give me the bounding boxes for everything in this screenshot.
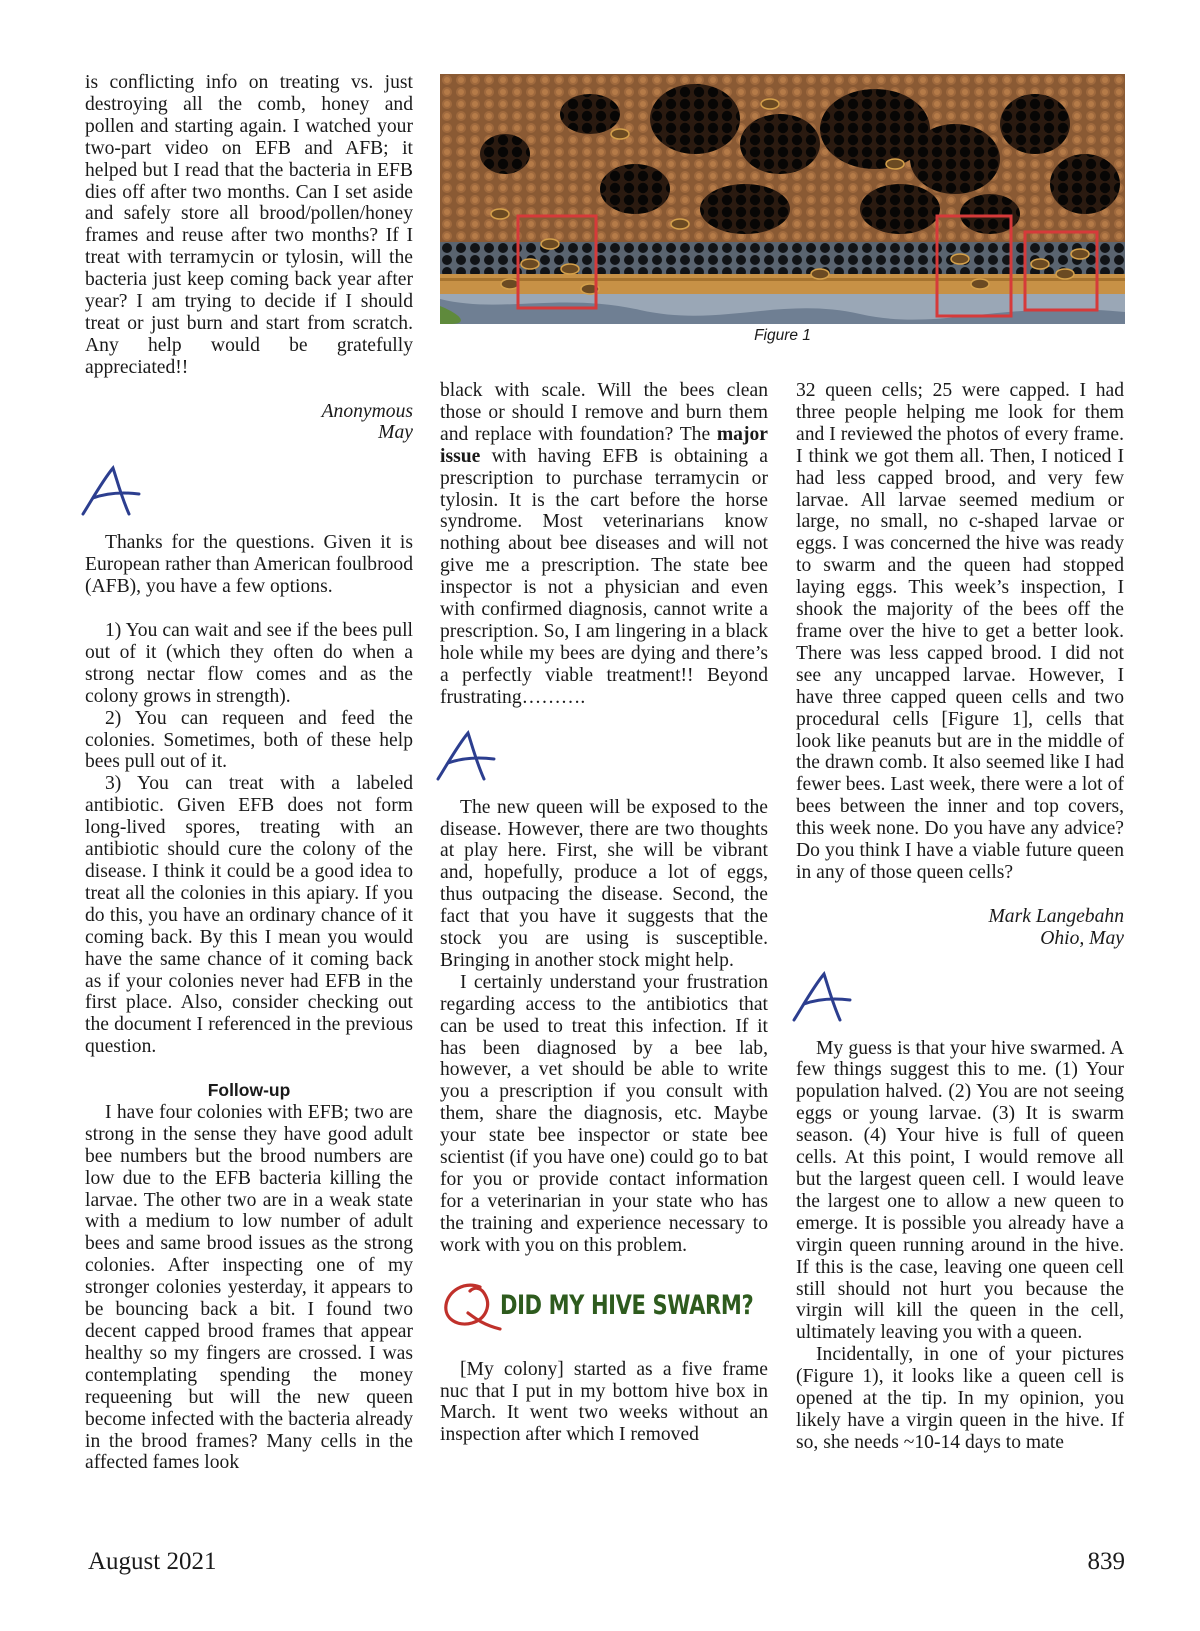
comb-dark-patch	[480, 134, 530, 174]
footer-date: August 2021	[88, 1548, 217, 1575]
figure-caption: Figure 1	[754, 327, 811, 344]
page-number: 839	[1087, 1548, 1125, 1575]
followup-text: I have four colonies with EFB; two are strong in the sense they have good adult bee numbers but the brood numbers are low due to the EFB bacteria killing the larvae. The other two are in a weak state with a medium to low number of adult bees and same brood issues as the strong colonies. After inspecting one of my stronger colonies yesterday, it appears to be bouncing back a bit. I found two decent capped brood frames that appear healthy so my fingers are crossed. I was contemplating spending the money requeening but will the new queen become infected with the bacteria already in the brood frames? Many cells in the affected fames look	[85, 1101, 413, 1474]
question-heading	[440, 1279, 768, 1333]
column-3	[788, 380, 1124, 1454]
answer-paragraph: I certainly understand your frustration regarding access to the antibiotics that can be used to treat this infection. If it has been diagnosed by a bee lab, however, a vet should be able to write you a prescription if you consult with them, share the diagnosis, etc. Maybe your state bee inspector or state bee scientist (if you have one) could go to bat for you or provide contact information for a veterinarian in your state who has the training and experience necessary to work with you on this problem.	[440, 971, 768, 1256]
question-text: is conflicting info on treating vs. just destroying all the comb, honey and pollen and starting again. I watched your two-part video on EFB and AFB; it helped but I read that the bacteria in EFB dies off after two months. Can I set aside and safely store all brood/pollen/honey frames and reuse after two months? If I treat with terramycin or tylosin, will the bacteria just keep coming back year after year? I am trying to decide if I should treat or just burn and start from scratch. Any help would be gratefully appreciated!!	[85, 72, 413, 378]
answer-paragraph: The new queen will be exposed to the disease. However, there are two thoughts at play here. First, she will be vibrant and, hopefully, produce a lot of eggs, thus outpacing the disease. Second, the fact that you have it suggests that the stock you are using is susceptible. Bringing in another stock might help.	[440, 796, 768, 971]
bee	[951, 254, 969, 264]
bee	[1071, 249, 1089, 259]
bee	[491, 209, 509, 219]
emphasis-major-issue: major issue	[440, 423, 768, 467]
column-1	[77, 72, 413, 1474]
comb-dark-patch	[1050, 154, 1120, 214]
followup-text-continued: black with scale. Will the bees clean those or should I remove and burn them and replace with foundation? The major issue with having EFB is obtaining a prescription to purchase terramycin or tylosin. It is the cart before the horse syndrome. Most veterinarians know nothing about bee diseases and will not give me a prescription. The state bee inspector is not a physician and even with confirmed diagnosis, cannot write a prescription. So, I am lingering in a black hole while my bees are dying and there’s a perfectly viable treatment!! Beyond frustrating……….	[440, 380, 768, 708]
bee	[671, 219, 689, 229]
answer-paragraph: Thanks for the questions. Given it is European rather than American foulbrood (AFB), you have a few options.	[85, 532, 413, 598]
bee	[761, 99, 779, 109]
answer-a-icon	[77, 462, 147, 522]
bee	[971, 279, 989, 289]
svg-text:A: A	[788, 967, 789, 969]
bee	[1031, 259, 1049, 269]
comb-dark-patch	[600, 164, 670, 214]
bee	[611, 129, 629, 139]
bee	[1056, 269, 1074, 279]
signature-name: Anonymous	[321, 400, 413, 422]
signature-location: Ohio, May	[1040, 927, 1124, 949]
followup-heading: Follow-up	[207, 1080, 291, 1101]
figure-1-photo	[440, 74, 1125, 324]
bee	[561, 264, 579, 274]
answer-option-3: 3) You can treat with a labeled antibiotic. Given EFB does not form long-lived spores, treating with an antibiotic should cure the colony of the disease. I think it could be a good idea to treat all the colonies in this apiary. If you do this, you have an ordinary chance of it coming back. By this I mean you would have the same chance of it coming back as if your colonies never had EFB in the first place. Also, consider checking out the document I referenced in the previous question.	[85, 773, 413, 1058]
signature-location: May	[378, 422, 413, 444]
comb-dark-patch	[860, 184, 940, 234]
comb-dark-patch	[560, 94, 620, 134]
question-q-icon	[440, 1279, 504, 1333]
comb-dark-patch	[740, 114, 820, 174]
comb-dark-patch	[910, 124, 1000, 194]
comb-dark-patch	[700, 184, 790, 234]
answer-option-2: 2) You can requeen and feed the colonies. Sometimes, both of these help bees pull out of it.	[85, 707, 413, 773]
answer-paragraph: Incidentally, in one of your pictures (Figure 1), it looks like a queen cell is opened at the tip. In my opinion, you likely have a virgin queen in the hive. If so, she needs ~10-14 days to mate	[796, 1344, 1124, 1453]
question-text: [My colony] started as a five frame nuc that I put in my bottom hive box in March. It went two weeks without an inspection after which I removed	[440, 1358, 768, 1446]
answer-a-icon	[432, 727, 502, 787]
bee	[811, 269, 829, 279]
comb-dark-patch	[650, 84, 740, 154]
bee	[886, 159, 904, 169]
svg-text:A: A	[432, 726, 433, 728]
svg-text:A: A	[77, 462, 78, 464]
answer-option-1: 1) You can wait and see if the bees pull out of it (which they often do when a strong nectar flow comes and as the colony grows in strength).	[85, 620, 413, 707]
question-title: DID MY HIVE SWARM?	[500, 1290, 754, 1322]
signature-name: Mark Langebahn	[988, 905, 1124, 927]
answer-a-icon	[788, 968, 858, 1028]
column-2	[432, 380, 768, 1446]
bee	[501, 279, 519, 289]
answer-paragraph: My guess is that your hive swarmed. A few things suggest this to me. (1) Your population halved. (2) You are not seeing eggs or young larvae. (3) It is swarm season. (4) Your hive is full of queen cells. At this point, I would remove all but the largest queen cell. I would leave the largest one to allow a new queen to emerge. It is possible you already have a virgin queen running around in the hive. If this is the case, leaving one queen cell still should not hurt you because the virgin will kill the queen in the cell, ultimately leaving you with a queen.	[796, 1037, 1124, 1344]
question-text-continued: 32 queen cells; 25 were capped. I had three people helping me look for them and I reviewed the photos of every frame. I think we got them all. Then, I noticed I had less capped brood, and very few larvae. All larvae seemed medium or large, no small, no c-shaped larvae or eggs. I was concerned the hive was ready to swarm and the queen had stopped laying eggs. This week’s inspection, I shook the majority of the bees off the frame over the hive to get a better look. There was less capped brood. I did not see any uncapped larvae. However, I have three capped queen cells and two procedural cells [Figure 1], cells that look like peanuts but are in the middle of the drawn comb. It also seemed like I had fewer bees. Last week, there were a lot of bees between the inner and top covers, this week none. Do you have any advice? Do you think I have a viable future queen in any of those queen cells?	[796, 380, 1124, 883]
bee	[521, 259, 539, 269]
comb-dark-patch	[1000, 94, 1070, 154]
bee	[541, 239, 559, 249]
